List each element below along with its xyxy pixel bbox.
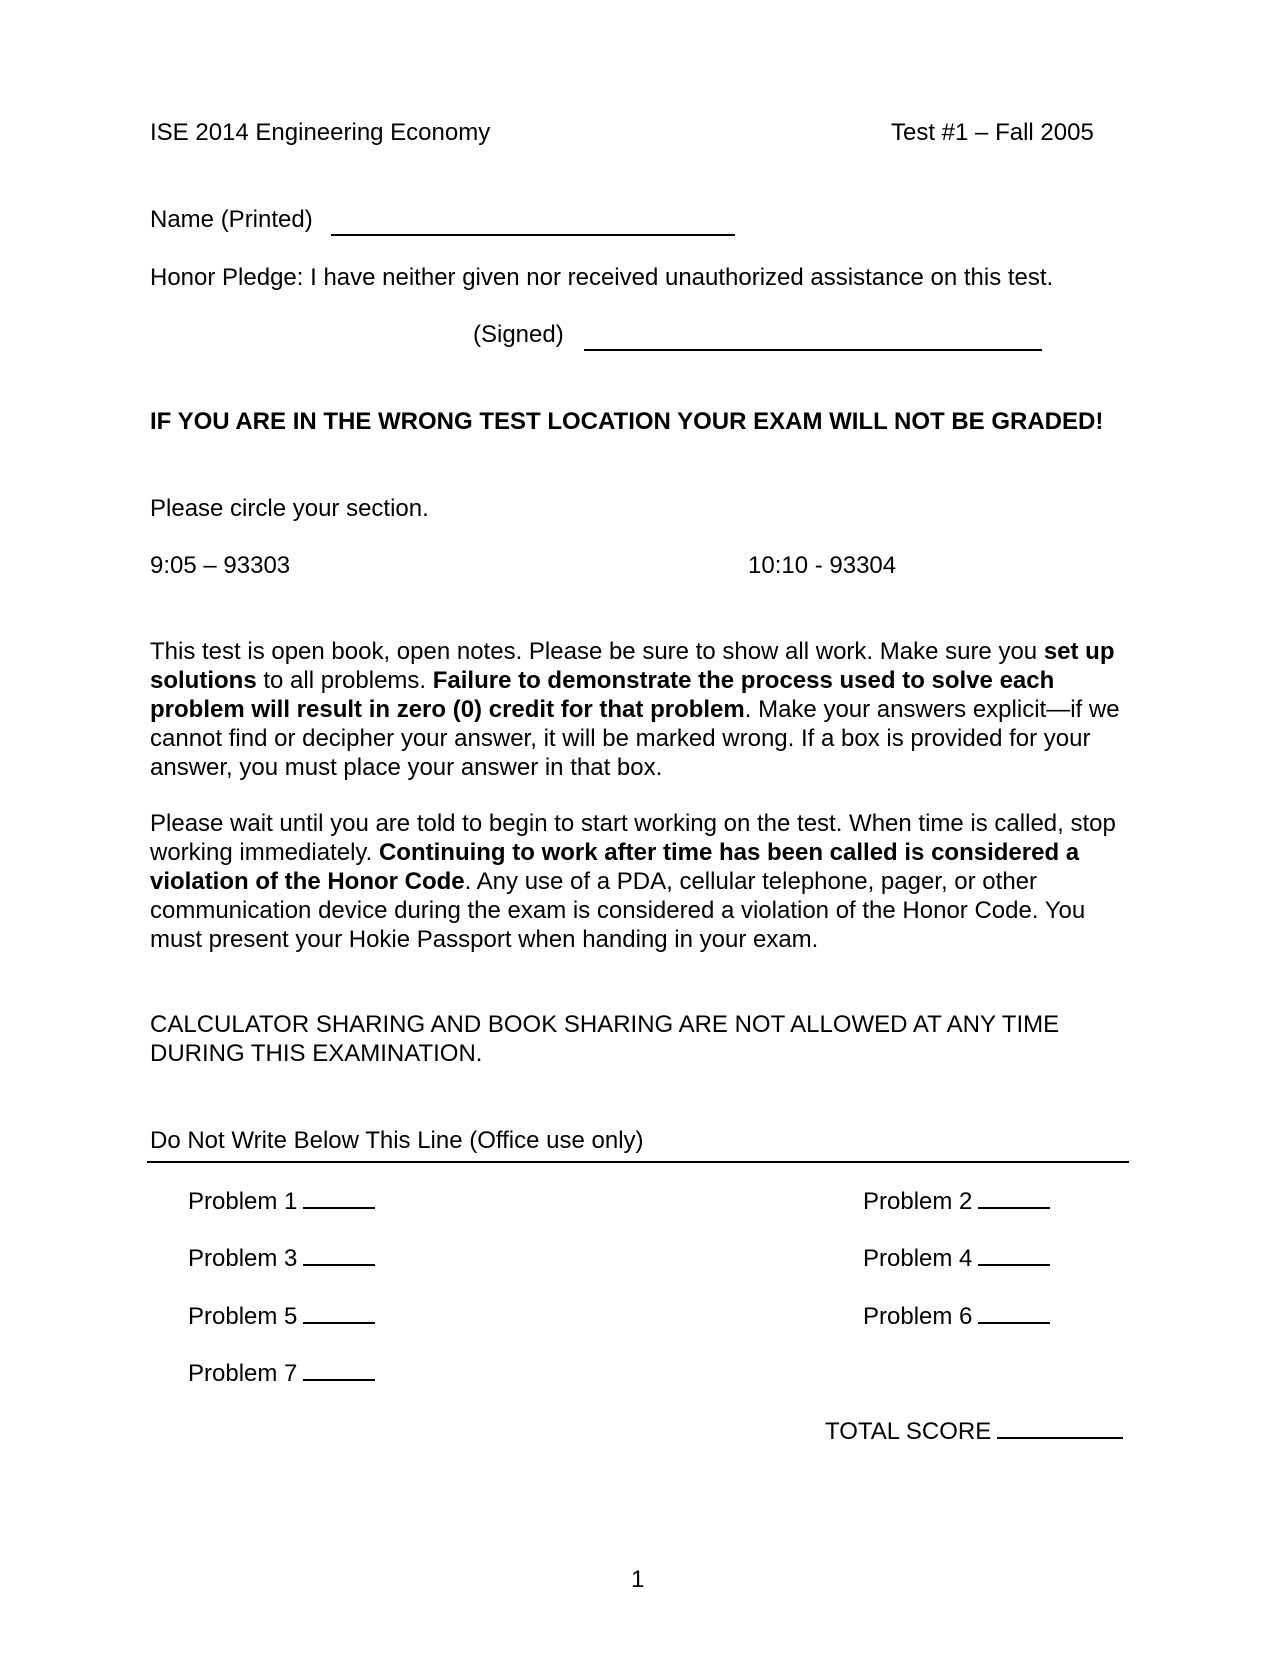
office-use-divider — [147, 1161, 1129, 1163]
problem-7-score-field[interactable] — [303, 1361, 375, 1381]
total-score-field[interactable] — [997, 1419, 1123, 1439]
section-option-1[interactable]: 9:05 – 93303 — [150, 552, 291, 579]
problem-6-score-field[interactable] — [978, 1304, 1050, 1324]
problem-2-label: Problem 2 — [863, 1188, 973, 1215]
problem-7-label: Problem 7 — [188, 1360, 298, 1387]
problem-7-row — [188, 1360, 375, 1388]
instr1-bold-b: Failure to demonstrate the process used to solve each problem will result in zero (0) credit for that problem — [150, 667, 1055, 723]
instr2-text-b: . Any use of a PDA, cellular telephone, pager, or other communication device during the exam is considered a violation of the Honor Code. You must present your Hokie Passport when handing in your exam. — [150, 868, 1086, 953]
instructions-paragraph-1 — [150, 637, 1140, 782]
problem-3-score-field[interactable] — [303, 1246, 375, 1266]
instr1-text-b: to all problems. — [256, 667, 433, 694]
name-field[interactable] — [331, 206, 735, 236]
course-title: ISE 2014 Engineering Economy — [150, 119, 491, 146]
problem-4-row — [863, 1245, 1050, 1273]
problem-4-score-field[interactable] — [978, 1246, 1050, 1266]
instr2-text-a: Please wait until you are told to begin to start working on the test. When time is called, stop working immediately. — [150, 810, 1116, 866]
instr1-text-a: This test is open book, open notes. Please be sure to show all work. Make sure you — [150, 638, 1044, 665]
problem-1-label: Problem 1 — [188, 1188, 298, 1215]
problem-6-row — [863, 1303, 1050, 1331]
honor-pledge: Honor Pledge: I have neither given nor received unauthorized assistance on this test. — [150, 264, 1054, 291]
signed-label: (Signed) — [473, 321, 564, 348]
calculator-notice: CALCULATOR SHARING AND BOOK SHARING ARE NOT ALLOWED AT ANY TIME DURING THIS EXAMINATION. — [150, 1011, 1060, 1067]
signature-field[interactable] — [584, 321, 1042, 351]
instr2-bold-a: Continuing to work after time has been called is considered a violation of the Honor Code — [150, 839, 1080, 895]
test-title: Test #1 – Fall 2005 — [891, 119, 1094, 146]
instr1-bold-a: set up solutions — [150, 638, 1115, 694]
total-score-label: TOTAL SCORE — [825, 1418, 992, 1445]
problem-4-label: Problem 4 — [863, 1245, 973, 1272]
instructions-paragraph-2 — [150, 809, 1140, 954]
problem-6-label: Problem 6 — [863, 1303, 973, 1330]
total-score-row — [825, 1418, 1123, 1446]
page-number: 1 — [631, 1566, 645, 1593]
problem-2-row — [863, 1188, 1050, 1216]
problem-3-row — [188, 1245, 375, 1273]
circle-section-instruction: Please circle your section. — [150, 495, 429, 522]
problem-5-label: Problem 5 — [188, 1303, 298, 1330]
instr1-text-c: . Make your answers explicit—if we cannot find or decipher your answer, it will be marked wrong. If a box is provided for your answer, you must place your answer in that box. — [150, 696, 1120, 781]
name-row — [150, 206, 735, 236]
location-warning: IF YOU ARE IN THE WRONG TEST LOCATION YOUR EXAM WILL NOT BE GRADED! — [150, 408, 1104, 435]
office-use-label: Do Not Write Below This Line (Office use only) — [150, 1127, 644, 1154]
section-option-2[interactable]: 10:10 - 93304 — [748, 552, 897, 579]
problem-1-score-field[interactable] — [303, 1189, 375, 1209]
signed-row — [473, 321, 1042, 351]
problem-2-score-field[interactable] — [978, 1189, 1050, 1209]
problem-5-score-field[interactable] — [303, 1304, 375, 1324]
problem-3-label: Problem 3 — [188, 1245, 298, 1272]
name-label: Name (Printed) — [150, 206, 313, 233]
problem-1-row — [188, 1188, 375, 1216]
problem-5-row — [188, 1303, 375, 1331]
